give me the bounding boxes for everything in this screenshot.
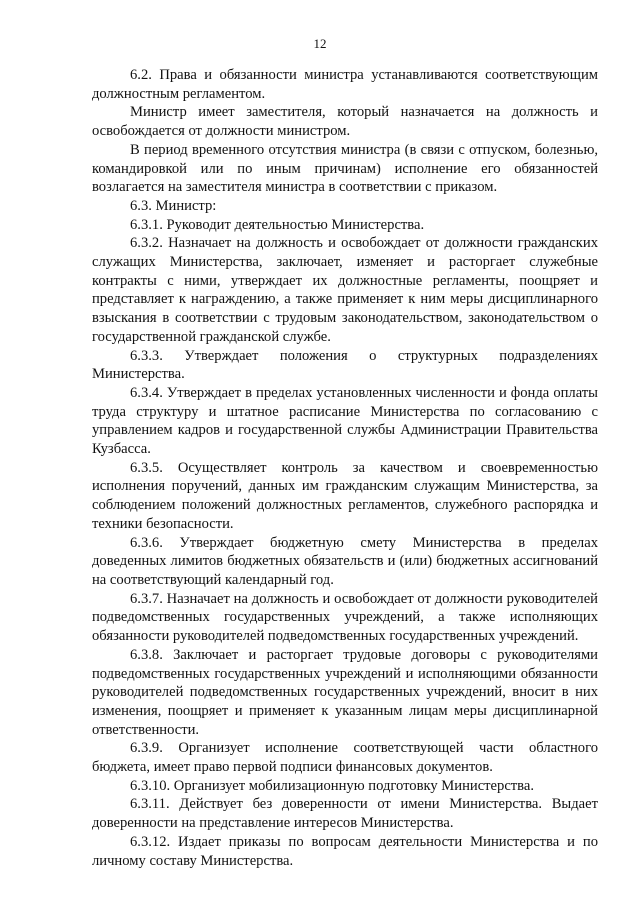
paragraph: 6.3.10. Организует мобилизационную подготовку Министерства. <box>130 777 535 794</box>
paragraph: 6.3.6. Утверждает бюджетную смету Министерства в пределах доведенных лимитов бюджетных обязательств и (или) бюджетных ассигнований на соответствующий календарный год. <box>92 534 598 588</box>
paragraph: 6.3.1. Руководит деятельностью Министерства. <box>130 216 425 233</box>
paragraph: Министр имеет заместителя, который назначается на должность и освобождается от должности министром. <box>92 104 598 140</box>
paragraph: 6.3.9. Организует исполнение соответствующей части областного бюджета, имеет право первой подписи финансовых документов. <box>92 740 598 776</box>
paragraph: 6.2. Права и обязанности министра устанавливаются соответствующим должностным регламентом. <box>92 67 598 102</box>
paragraph: 6.3.7. Назначает на должность и освобождает от должности руководителей подведомственных государственных учреждений, а также исполняющих обязанности руководителей подведомственных государственных учреждений. <box>92 590 598 645</box>
document-body <box>92 66 598 870</box>
paragraph: В период временного отсутствия министра (в связи с отпуском, болезнью, командировкой или по иным причинам) исполнение его обязанностей возлагается на заместителя министра в соответствии с приказом. <box>92 141 598 196</box>
paragraph: 6.3.8. Заключает и расторгает трудовые договоры с руководителями подведомственных государственных учреждений и исполняющими обязанности руководителей подведомственных государственных учреждений, вносит в них изменения, поощряет и применяет к указанным лицам меры дисциплинарной ответственности. <box>92 646 598 738</box>
paragraph: 6.3.4. Утверждает в пределах установленных численности и фонда оплаты труда структуру и штатное расписание Министерства по согласованию с управлением кадров и государственной службы Администрации Правительства Кузбасса. <box>92 384 598 458</box>
paragraph: 6.3. Министр: <box>130 197 217 214</box>
page-number: 12 <box>313 36 327 51</box>
paragraph: 6.3.2. Назначает на должность и освобождает от должности гражданских служащих Министерства, заключает, изменяет и расторгает служебные контракты с ними, утверждает их должностные регламенты, поощряет и представляет к награждению, а также применяет к ним меры дисциплинарного взыскания в соответствии с трудовым законодательством, законодательством о государственной гражданской службе. <box>92 235 598 345</box>
paragraph: 6.3.5. Осуществляет контроль за качеством и своевременностью исполнения поручений, данных им гражданским служащим Министерства, за соблюдением положений должностных регламентов, служебного распорядка и техники безопасности. <box>92 459 598 532</box>
paragraph: 6.3.11. Действует без доверенности от имени Министерства. Выдает доверенности на представление интересов Министерства. <box>92 796 598 832</box>
paragraph: 6.3.12. Издает приказы по вопросам деятельности Министерства и по личному составу Министерства. <box>92 833 598 869</box>
paragraph: 6.3.3. Утверждает положения о структурных подразделениях Министерства. <box>92 347 598 383</box>
